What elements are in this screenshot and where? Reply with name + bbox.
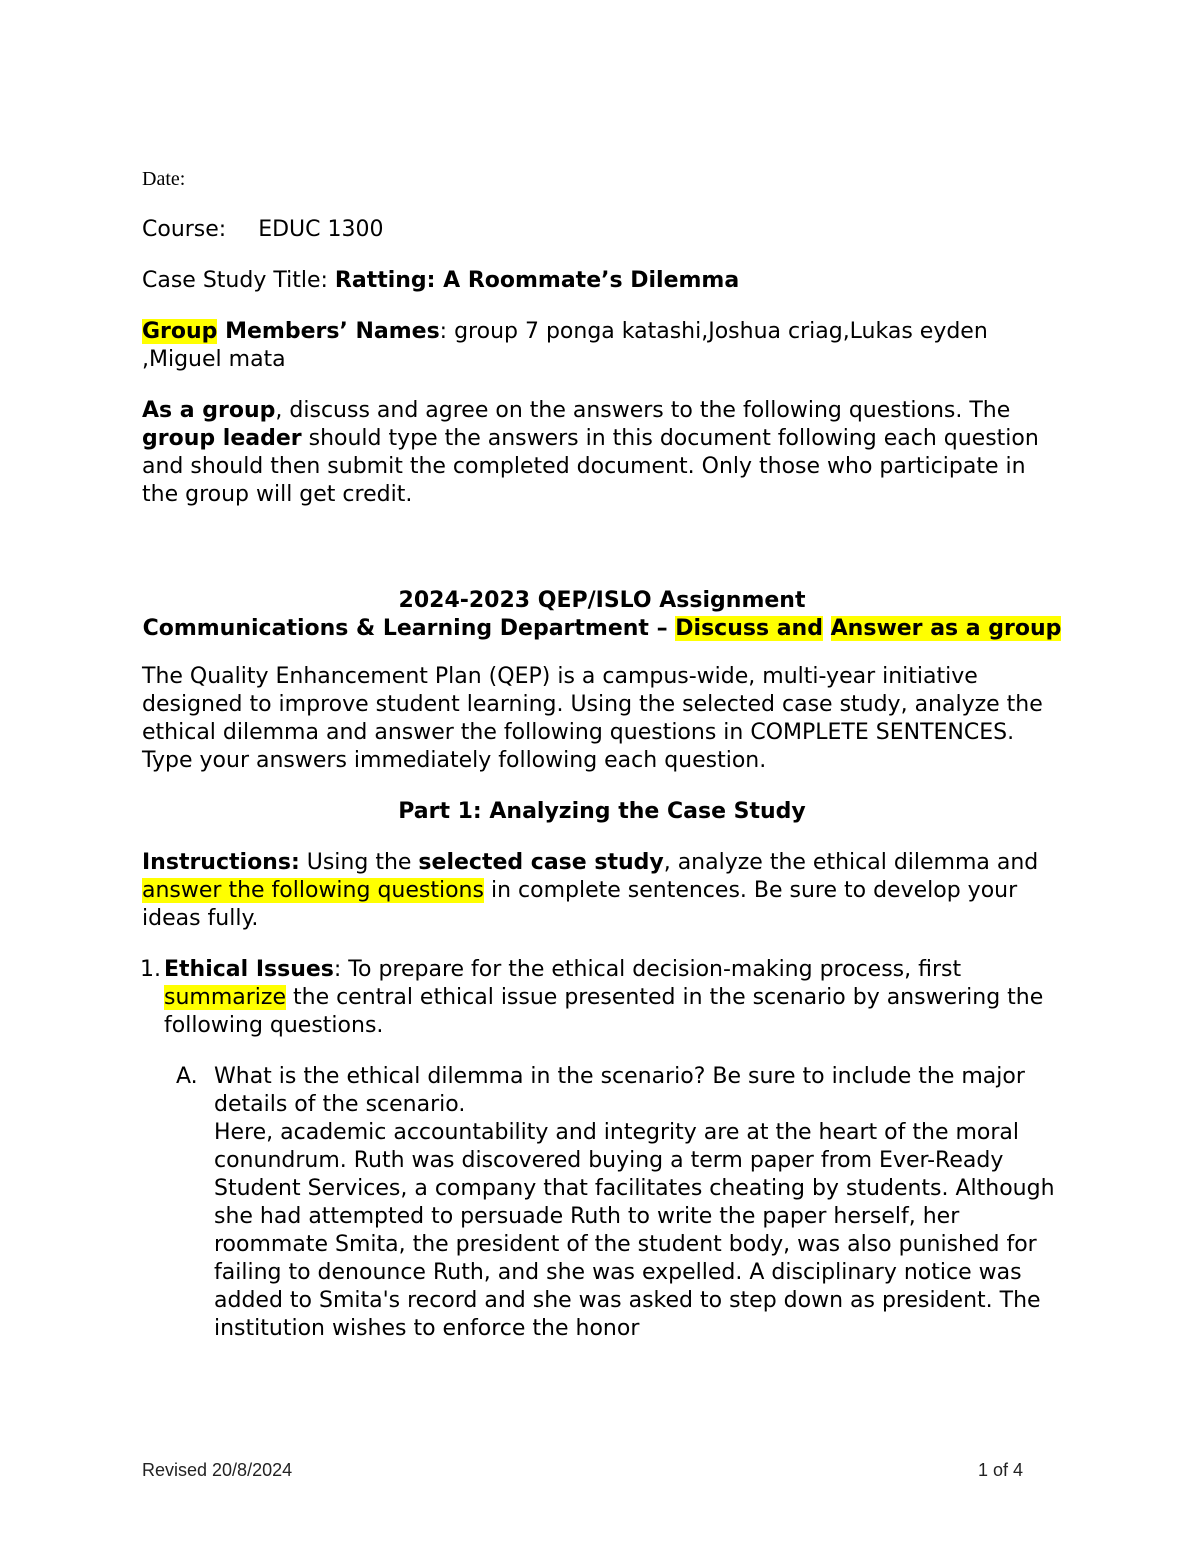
group-instructions-paragraph xyxy=(142,397,1062,509)
ethical-issues-bold: Ethical Issues xyxy=(164,957,334,982)
question-1-body xyxy=(164,956,1062,1040)
date-label: Date: xyxy=(142,168,186,190)
as-a-group-bold: As a group xyxy=(142,398,276,423)
document-body xyxy=(142,165,1062,1343)
question-1-text-1: : To prepare for the ethical decision-making process, first xyxy=(333,957,962,982)
instructions-text-3: in complete sentences. Be sure to develop your ideas fully. xyxy=(142,878,1018,931)
selected-case-study-bold: selected case study xyxy=(418,850,664,875)
course-label: Course: xyxy=(142,217,227,242)
group-word-highlight: Group xyxy=(142,319,218,344)
discuss-highlight: Discuss and xyxy=(675,616,823,641)
case-title-label: Case Study Title: xyxy=(142,268,335,293)
part1-instructions xyxy=(142,849,1062,933)
members-names-label: Members’ Names xyxy=(217,319,440,344)
case-study-title-line xyxy=(142,267,1062,295)
part1-heading: Part 1: Analyzing the Case Study xyxy=(398,799,806,824)
space xyxy=(823,616,831,641)
footer-revised: Revised 20/8/2024 xyxy=(142,1460,293,1480)
instructions-text-1: Using the xyxy=(299,850,419,875)
department-text: Communications & Learning Department – xyxy=(142,616,676,641)
question-1a xyxy=(142,1063,1062,1343)
intro-text-2: should type the answers in this document following each question and should then submit the completed document. Only those who participate in the group will get credit. xyxy=(142,426,1039,507)
instructions-text-2: , analyze the ethical dilemma and xyxy=(663,850,1039,875)
question-1-number: 1. xyxy=(140,957,161,982)
question-1-text-2: the central ethical issue presented in the scenario by answering the following questions. xyxy=(164,985,1044,1038)
assignment-heading xyxy=(142,587,1062,643)
group-leader-bold: group leader xyxy=(142,426,302,451)
question-1a-answer: Here, academic accountability and integrity are at the heart of the moral conundrum. Ruth was discovered buying a term paper from Ever-Ready Student Services, a company that facilitates cheating by students. Although she had attempted to persuade Ruth to write the paper herself, her roommate Smita, the president of the student body, was also punished for failing to denounce Ruth, and she was expelled. A disciplinary notice was added to Smita's record and she was asked to step down as president. The institution wishes to enforce the honor xyxy=(214,1120,1055,1341)
qep-paragraph: The Quality Enhancement Plan (QEP) is a campus-wide, multi-year initiative designed to improve student learning. Using the selected case study, analyze the ethical dilemma and answer the following questions in COMPLETE SENTENCES. Type your answers immediately following each question. xyxy=(142,664,1043,773)
members-colon: : xyxy=(439,319,455,344)
course-line xyxy=(142,216,1062,244)
assignment-title: 2024-2023 QEP/ISLO Assignment xyxy=(398,588,806,613)
instructions-label: Instructions: xyxy=(142,850,300,875)
answer-highlight: Answer as a group xyxy=(830,616,1062,641)
members-value: group 7 ponga katashi,Joshua criag,Lukas eyden ,Miguel mata xyxy=(142,319,988,372)
question-1 xyxy=(142,956,1062,1040)
department-line xyxy=(142,615,1062,643)
group-members-line xyxy=(142,318,1062,374)
date-line xyxy=(142,165,1062,193)
case-title-value: Ratting: A Roommate’s Dilemma xyxy=(334,268,740,293)
answer-questions-highlight: answer the following questions xyxy=(142,878,484,903)
question-1a-letter: A. xyxy=(176,1064,198,1089)
question-1a-text: What is the ethical dilemma in the scenario? Be sure to include the major details of the scenario. xyxy=(214,1064,1025,1117)
course-value: EDUC 1300 xyxy=(258,217,384,242)
summarize-highlight: summarize xyxy=(164,985,286,1010)
intro-text-1: , discuss and agree on the answers to the following questions. The xyxy=(275,398,1011,423)
footer-page-number: 1 of 4 xyxy=(978,1460,1024,1480)
